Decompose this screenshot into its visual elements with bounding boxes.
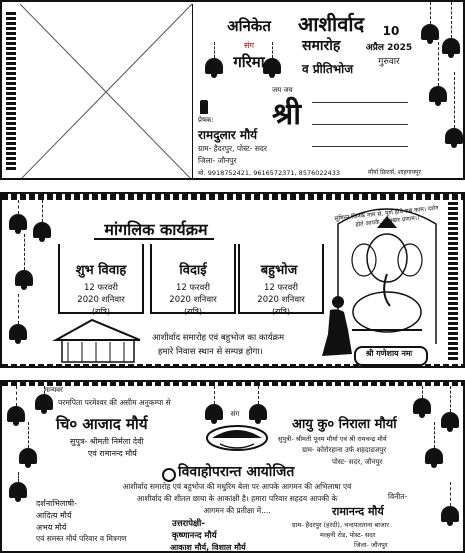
title-ashirwad: आशीर्वाद	[298, 12, 365, 36]
event-title: विवाहोपरान्त आयोजित	[178, 464, 295, 480]
bride-name: गरिमा	[233, 53, 265, 71]
event-day: 2020 शनिवार	[257, 295, 305, 305]
invitation-detail-card	[0, 380, 465, 553]
uttar-names-line1: कृष्णानन्द मौर्य	[172, 531, 217, 541]
top-border-ornament	[2, 194, 465, 200]
event-name: विदाई	[179, 263, 207, 278]
sender-district: जिला- जौनपुर	[198, 156, 237, 165]
event-name: बहुभोज	[260, 263, 298, 278]
jay-text: जय जय	[272, 86, 293, 94]
cross-lines-icon	[20, 4, 192, 180]
event-date: 12 फरवरी	[264, 283, 298, 293]
sender-village: ग्राम- हैदरपुर, पोस्ट- सदर	[198, 144, 267, 153]
kalash-coconut-emblem	[202, 418, 272, 456]
title-preetibhoj: व प्रीतिभोज	[302, 62, 354, 76]
event-time: (रात्रि)	[183, 307, 203, 316]
left-pillar-ornament	[6, 12, 16, 172]
darshan-label: दर्शनाभिलाषी-	[36, 499, 77, 508]
sender-mobile: मो. 9918752421, 9616572371, 8576022433	[198, 169, 341, 177]
manyavar-label: मान्यवर	[44, 386, 63, 394]
blessing-line: परमपिता परमेश्वर की असीम अनुकम्पा से	[58, 398, 171, 407]
event-date: 12 फरवरी	[84, 283, 118, 293]
bride-post: पोस्ट- सदर, जौनपुर	[332, 458, 383, 466]
invite-line1: आशीर्वाद समारोह एवं बहुभोज की मधुरिम बेला पर आपके आगमन की अभिलाषा एवं	[122, 482, 352, 491]
date-weekday: गुरुवार	[378, 57, 400, 67]
sang-label: संग	[244, 41, 254, 50]
date-month-year: अप्रैल 2025	[365, 43, 413, 53]
darshan-name: एवं समस्त मौर्य परिवार व मित्रगण	[36, 534, 127, 543]
event-date: 12 फरवरी	[176, 283, 210, 293]
program-note-line1: आशीर्वाद समारोह एवं बहुभोज का कार्यक्रम	[152, 333, 285, 343]
groom-title: चि० आजाद मौर्य	[56, 415, 148, 433]
vineet-district: जिला- जौनपुर	[354, 541, 388, 549]
vineet-label: विनीत-	[388, 492, 408, 501]
title-samaroh: समारोह	[302, 38, 341, 54]
vineet-name: रामानन्द मौर्य	[332, 505, 384, 518]
invite-line3: आगमन की प्रतीक्षा में....	[203, 506, 271, 515]
invitation-cover-card	[0, 0, 465, 180]
event-time: (रात्रि)	[91, 307, 111, 316]
sender-name: रामदुलार मौर्य	[198, 128, 258, 142]
groom-parent-line1: सुपुत्र- श्रीमती निर्मला देवी	[70, 437, 144, 446]
darshan-name: अभय मौर्य	[36, 523, 67, 532]
top-border-ornament	[2, 382, 465, 386]
groom-parent-line2: एवं रामानन्द मौर्य	[88, 449, 137, 458]
house-illustration	[48, 318, 148, 364]
darshan-name: आदित्य मौर्य	[36, 511, 72, 520]
right-pillar-ornament	[448, 202, 458, 362]
shri-emblem: श्री	[272, 97, 302, 132]
sender-label: प्रेषक:	[198, 116, 214, 124]
uttar-names-line2: आकाश मौर्य, विशाल मौर्य	[170, 543, 246, 552]
vineet-post: मल्हनी रोड, पोस्ट- सदर	[320, 531, 376, 539]
event-name: शुभ विवाह	[75, 263, 127, 278]
date-day: 10	[382, 24, 400, 38]
kalash-icon	[200, 100, 208, 114]
sang-label: संग	[230, 410, 240, 418]
vineet-village: ग्राम- हैदरपुर (हरदी), चन्दपलताना बाजार	[292, 521, 390, 529]
address-line	[312, 124, 408, 125]
event-time: (रात्रि)	[271, 307, 291, 316]
program-heading: मांगलिक कार्यक्रम	[104, 220, 208, 239]
groom-name: अनिकेत	[227, 17, 271, 35]
address-line	[312, 146, 408, 147]
address-line	[312, 102, 408, 103]
printer-credit: मौर्या प्रिन्टर्स, शाहगायपुर	[368, 169, 421, 176]
lotus-icon	[162, 468, 176, 482]
bride-title: आयु कु० निराला मौर्या	[292, 417, 397, 432]
address-box	[20, 4, 193, 180]
program-note-line2: हमारे निवास स्थान से सम्पन्न होगा।	[158, 347, 263, 357]
uttar-label: उत्तरापेक्षी-	[172, 519, 205, 529]
ganesh-blessing-verse: सुमिरन जिनके नाम से, पूर्ण होवे सब काम। दर्शन होते आपके, बारम्बार प्रणाम।।	[334, 204, 439, 229]
event-day: 2020 शनिवार	[169, 295, 217, 305]
event-day: 2020 शनिवार	[77, 295, 125, 305]
invite-line2: आशीर्वाद की शीतल छाया के आकांक्षी है। हमारा परिवार सहदय आपकी के	[136, 494, 338, 503]
program-card	[0, 192, 465, 368]
bride-village: ग्राम- कोरोरहाना उर्फ शहदाडजपुर	[302, 446, 387, 454]
bride-parents: सुपुत्री- श्रीमती पूनम मौर्या एवं श्री रामचन्द्र मौर्य	[278, 435, 387, 443]
ganesh-name: श्री गणेशाय नमः	[365, 349, 413, 358]
